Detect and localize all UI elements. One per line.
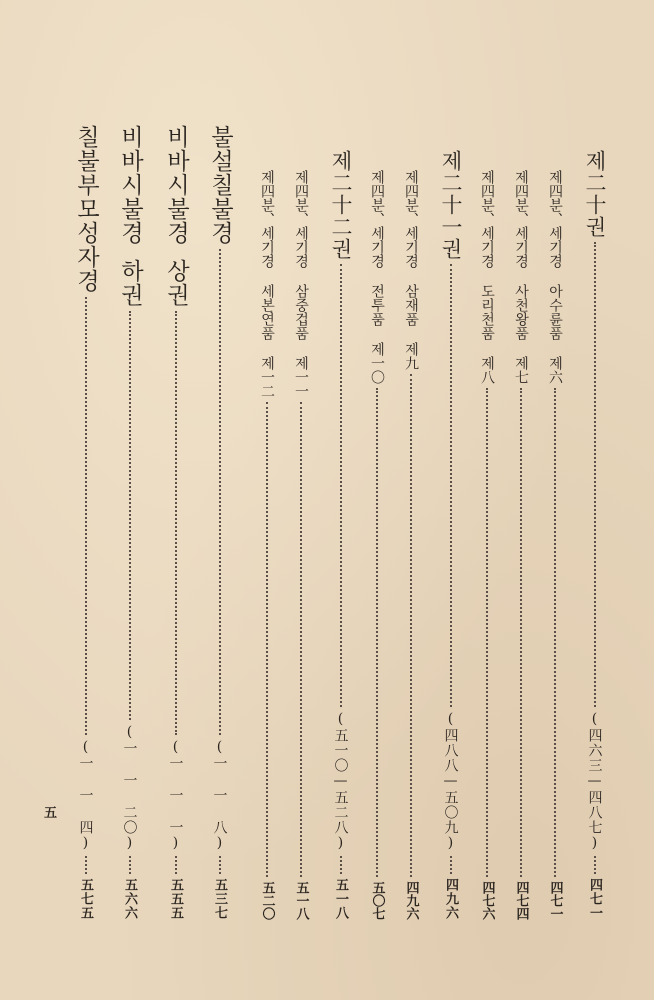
entry-title: 불설칠불경 bbox=[207, 125, 233, 245]
leader-dots bbox=[175, 856, 177, 874]
leader-dots bbox=[340, 264, 342, 707]
leader-dots bbox=[129, 856, 131, 874]
leader-dots bbox=[219, 249, 221, 735]
entry-range: (一 一 二〇) bbox=[121, 724, 138, 852]
page-number: 五 bbox=[44, 806, 58, 821]
entry-page: 四七一 bbox=[547, 881, 563, 920]
entry-page: 五七五 bbox=[78, 878, 93, 920]
toc-entry-chapter-12 bbox=[260, 170, 274, 920]
leader-dots bbox=[300, 402, 302, 877]
toc-entry-chapter-8 bbox=[480, 170, 494, 920]
entry-page: 四七六 bbox=[479, 881, 495, 920]
toc-entry-chapter-10 bbox=[370, 170, 384, 920]
entry-title: 제四분、세기경 사천왕품 제七 bbox=[513, 170, 529, 384]
entry-title: 제二十一권 bbox=[439, 150, 463, 260]
entry-page: 五三七 bbox=[212, 878, 227, 920]
entry-range: (一 一 一) bbox=[167, 739, 184, 852]
toc-entry-chapter-7 bbox=[514, 170, 528, 920]
leader-dots bbox=[450, 264, 452, 707]
entry-page: 四七四 bbox=[513, 881, 529, 920]
entry-title: 제四분、세기경 도리천품 제八 bbox=[479, 170, 495, 384]
entry-range: (五一〇—五二八) bbox=[332, 711, 349, 852]
entry-page: 五二〇 bbox=[259, 881, 275, 920]
toc-entry-chapter-6 bbox=[548, 170, 562, 920]
entry-range: (四八八—五〇九) bbox=[442, 711, 459, 852]
entry-title: 제四분、세기경 세본연품 제一二 bbox=[259, 170, 275, 398]
toc-entry-volume-20 bbox=[584, 150, 605, 920]
entry-page: 五〇七 bbox=[369, 881, 385, 920]
toc-entry-volume-22 bbox=[330, 150, 351, 920]
leader-dots bbox=[410, 374, 412, 877]
entry-title: 제二十권 bbox=[583, 150, 607, 238]
entry-title: 칠불부모성자경 bbox=[73, 125, 99, 293]
entry-range: (一 一 八) bbox=[211, 739, 228, 852]
entry-title: 제二十二권 bbox=[329, 150, 353, 260]
entry-page: 五六六 bbox=[122, 878, 137, 920]
entry-page: 五五五 bbox=[168, 878, 183, 920]
leader-dots bbox=[266, 402, 268, 877]
leader-dots bbox=[340, 856, 342, 874]
toc-entry-sutra-chilbul-bumo bbox=[74, 125, 97, 920]
leader-dots bbox=[554, 388, 556, 877]
leader-dots bbox=[594, 856, 596, 874]
toc-entry-sutra-chilbul bbox=[208, 125, 231, 920]
entry-page: 四九六 bbox=[403, 881, 419, 920]
entry-title: 제四분、세기경 삼재품 제九 bbox=[403, 170, 419, 370]
entry-page: 四九六 bbox=[443, 878, 458, 920]
leader-dots bbox=[219, 856, 221, 874]
leader-dots bbox=[594, 242, 596, 707]
leader-dots bbox=[376, 388, 378, 877]
toc-entry-chapter-9 bbox=[404, 170, 418, 920]
leader-dots bbox=[520, 388, 522, 877]
leader-dots bbox=[129, 311, 131, 720]
entry-title: 비바시불경 bbox=[117, 125, 143, 245]
entry-page: 四七一 bbox=[587, 878, 602, 920]
entry-page: 五一八 bbox=[333, 878, 348, 920]
entry-title: 제四분、세기경 아수륜품 제六 bbox=[547, 170, 563, 384]
toc-entry-volume-21 bbox=[440, 150, 461, 920]
entry-range: (四六三—四八七) bbox=[586, 711, 603, 852]
entry-title: 제四분、세기경 전투품 제一〇 bbox=[369, 170, 385, 384]
toc-entry-sutra-vipassi-1 bbox=[164, 125, 187, 920]
entry-title: 제四분、세기경 삼중겁품 제一一 bbox=[293, 170, 309, 398]
toc-entry-chapter-11 bbox=[294, 170, 308, 920]
leader-dots bbox=[85, 856, 87, 874]
entry-subtitle: 상권 bbox=[163, 259, 189, 307]
leader-dots bbox=[85, 297, 87, 735]
leader-dots bbox=[450, 856, 452, 874]
toc-entry-sutra-vipassi-2 bbox=[118, 125, 141, 920]
entry-range: (一 一 四) bbox=[77, 739, 94, 852]
leader-dots bbox=[175, 311, 177, 735]
entry-subtitle: 하권 bbox=[117, 259, 143, 307]
leader-dots bbox=[486, 388, 488, 877]
entry-page: 五一八 bbox=[293, 881, 309, 920]
entry-title: 비바시불경 bbox=[163, 125, 189, 245]
